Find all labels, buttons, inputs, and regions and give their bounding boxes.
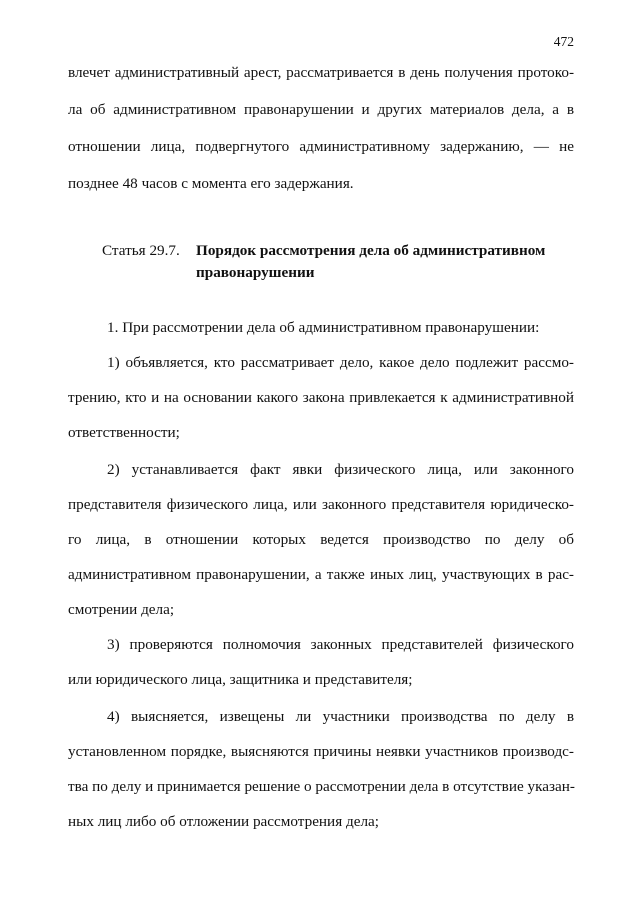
paragraph-first-line: 1. При рассмотрении дела об административном правонарушении: xyxy=(107,319,540,336)
text-line: ла об административном правонарушении и других материалов дела, а в xyxy=(68,101,574,118)
article-title-line-2: правонарушении xyxy=(196,264,315,281)
article-title-line-1: Порядок рассмотрения дела об административном xyxy=(196,242,546,259)
text-line: представителя физического лица, или законного представителя юридическо- xyxy=(68,496,574,513)
article-label: Статья 29.7. xyxy=(102,242,180,259)
text-line: или юридического лица, защитника и представителя; xyxy=(68,671,413,688)
text-line: трению, кто и на основании какого закона привлекается к административной xyxy=(68,389,574,406)
text-line: тва по делу и принимается решение о рассмотрении дела в отсутствие указан- xyxy=(68,778,575,795)
text-line: позднее 48 часов с момента его задержания. xyxy=(68,175,354,192)
paragraph-first-line: 4) выясняется, извещены ли участники производства по делу в xyxy=(107,708,574,725)
text-line: установленном порядке, выясняются причины неявки участников производс- xyxy=(68,743,574,760)
text-line: влечет административный арест, рассматривается в день получения протоко- xyxy=(68,64,574,81)
paragraph-first-line: 2) устанавливается факт явки физического лица, или законного xyxy=(107,461,574,478)
text-line: го лица, в отношении которых ведется производство по делу об xyxy=(68,531,574,548)
text-line: административном правонарушении, а также иных лиц, участвующих в рас- xyxy=(68,566,574,583)
text-line: смотрении дела; xyxy=(68,601,175,618)
text-line: ных лиц либо об отложении рассмотрения дела; xyxy=(68,813,379,830)
paragraph-first-line: 3) проверяются полномочия законных представителей физического xyxy=(107,636,574,653)
text-line: ответственности; xyxy=(68,424,180,441)
page-number: 472 xyxy=(553,34,574,49)
paragraph-first-line: 1) объявляется, кто рассматривает дело, какое дело подлежит рассмо- xyxy=(107,354,574,371)
text-line: отношении лица, подвергнутого административному задержанию, — не xyxy=(68,138,574,155)
